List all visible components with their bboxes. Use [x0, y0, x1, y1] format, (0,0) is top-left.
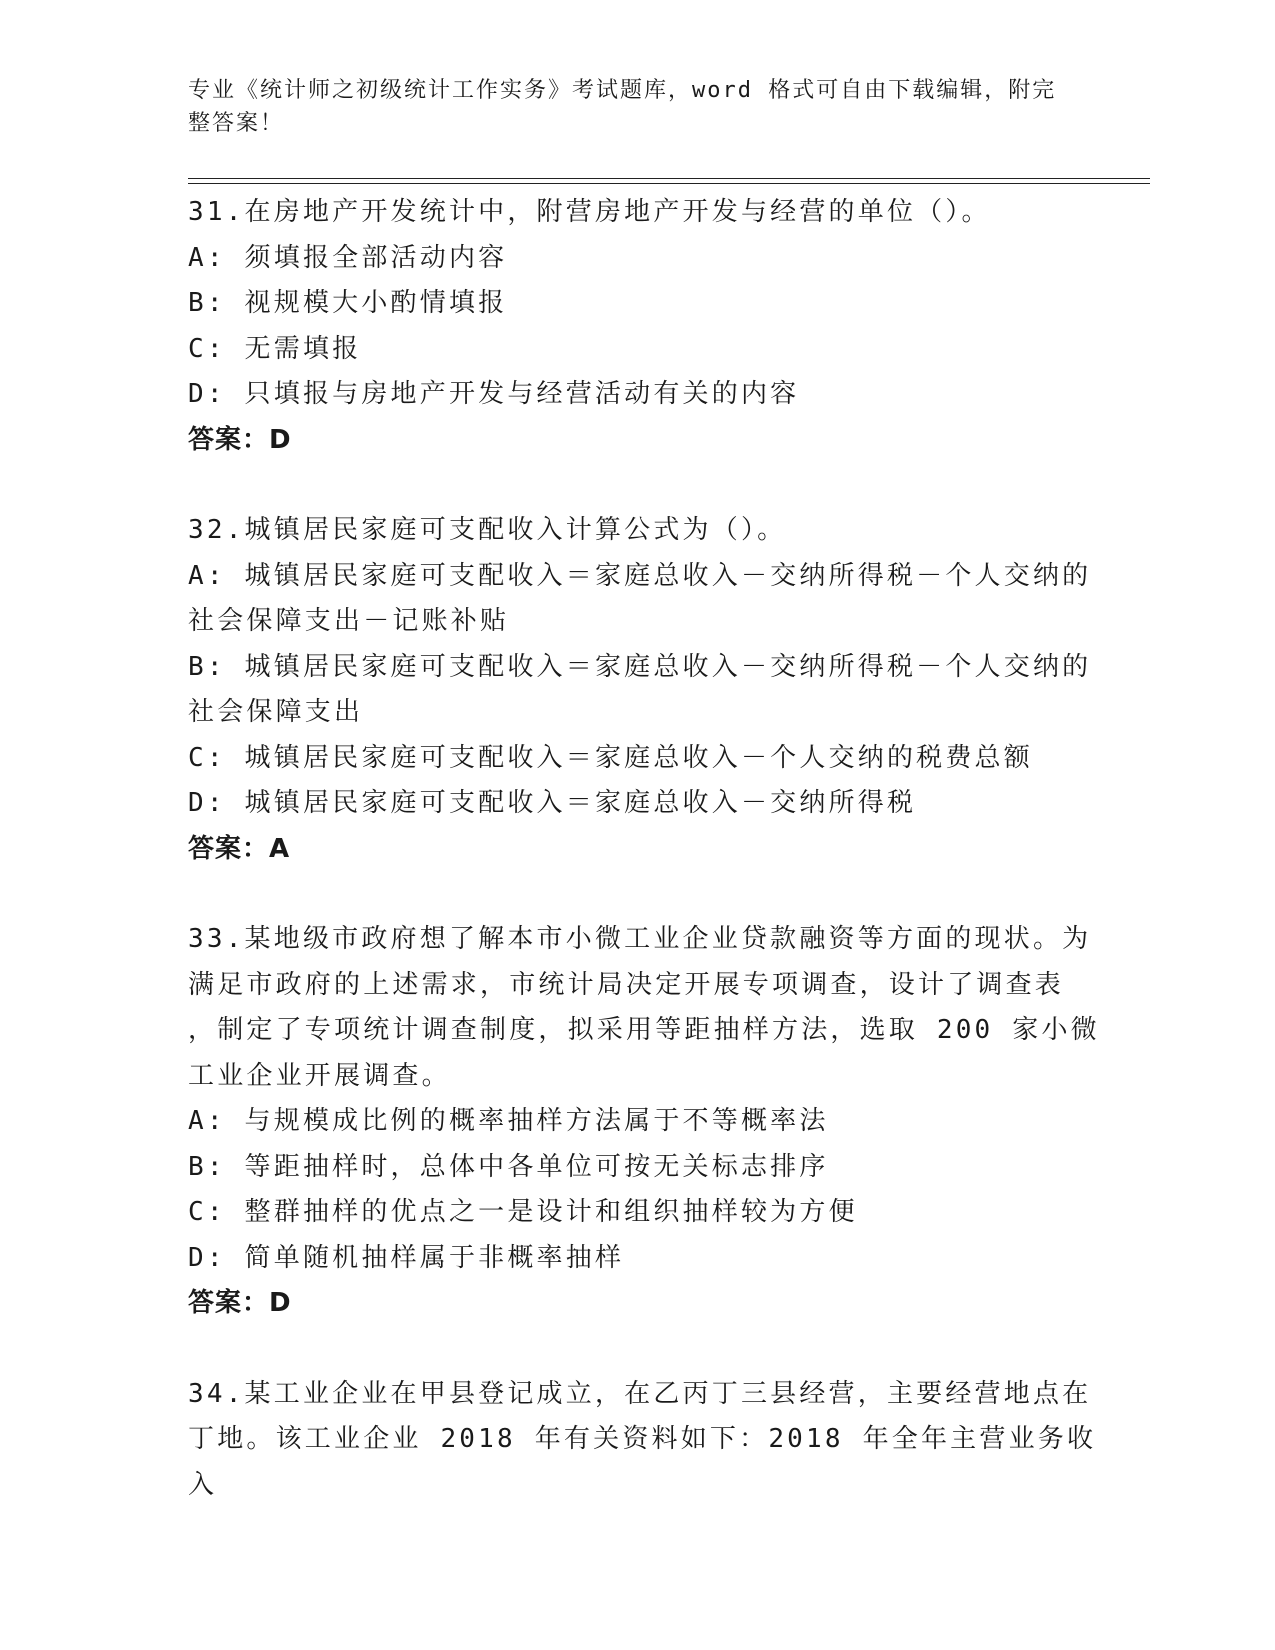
question-stem: 34.某工业企业在甲县登记成立，在乙丙丁三县经营，主要经营地点在	[188, 1378, 1092, 1409]
question-stem-continued: 工业企业开展调查。	[188, 1060, 451, 1091]
header-rule-bottom	[188, 183, 1150, 184]
answer: 答案：A	[188, 833, 291, 864]
option-b: B: 城镇居民家庭可支配收入＝家庭总收入－交纳所得税－个人交纳的	[188, 651, 1092, 682]
option-c: C: 城镇居民家庭可支配收入＝家庭总收入－个人交纳的税费总额	[188, 742, 1033, 773]
option-c: C: 整群抽样的优点之一是设计和组织抽样较为方便	[188, 1197, 858, 1227]
option-b-continued: 社会保障支出	[188, 697, 364, 727]
question-stem-continued: 丁地。该工业企业 2018 年有关资料如下：2018 年全年主营业务收入	[188, 1424, 1097, 1500]
option-a-continued: 社会保障支出－记账补贴	[188, 606, 510, 636]
question-32	[188, 508, 1108, 872]
option-d: D: 简单随机抽样属于非概率抽样	[188, 1242, 625, 1273]
option-a: A: 城镇居民家庭可支配收入＝家庭总收入－交纳所得税－个人交纳的	[188, 560, 1092, 591]
option-d: D: 城镇居民家庭可支配收入＝家庭总收入－交纳所得税	[188, 788, 917, 818]
answer: 答案：D	[188, 424, 292, 455]
header-line-2: 整答案！	[188, 111, 285, 136]
question-stem: 32.城镇居民家庭可支配收入计算公式为（）。	[188, 515, 787, 545]
answer: 答案：D	[188, 1288, 292, 1318]
option-a: A: 须填报全部活动内容	[188, 242, 508, 273]
question-stem: 31.在房地产开发统计中，附营房地产开发与经营的单位（）。	[188, 197, 991, 227]
option-d: D: 只填报与房地产开发与经营活动有关的内容	[188, 379, 800, 409]
question-stem: 33.某地级市政府想了解本市小微工业企业贷款融资等方面的现状。为	[188, 924, 1092, 954]
header-rule-top	[188, 178, 1150, 179]
document-header	[188, 74, 1068, 140]
question-stem-continued: ，制定了专项统计调查制度，拟采用等距抽样方法，选取 200 家小微	[188, 1015, 1100, 1045]
question-34	[188, 1372, 1108, 1509]
question-31	[188, 190, 1108, 463]
option-b: B: 视规模大小酌情填报	[188, 288, 508, 318]
option-c: C: 无需填报	[188, 333, 362, 364]
option-a: A: 与规模成比例的概率抽样方法属于不等概率法	[188, 1106, 829, 1136]
question-stem-continued: 满足市政府的上述需求，市统计局决定开展专项调查，设计了调查表	[188, 969, 1065, 1000]
option-b: B: 等距抽样时，总体中各单位可按无关标志排序	[188, 1151, 829, 1182]
question-33	[188, 917, 1108, 1327]
question-list	[188, 190, 1108, 1508]
header-line-1: 专业《统计师之初级统计工作实务》考试题库，word 格式可自由下载编辑，附完	[188, 78, 1057, 103]
